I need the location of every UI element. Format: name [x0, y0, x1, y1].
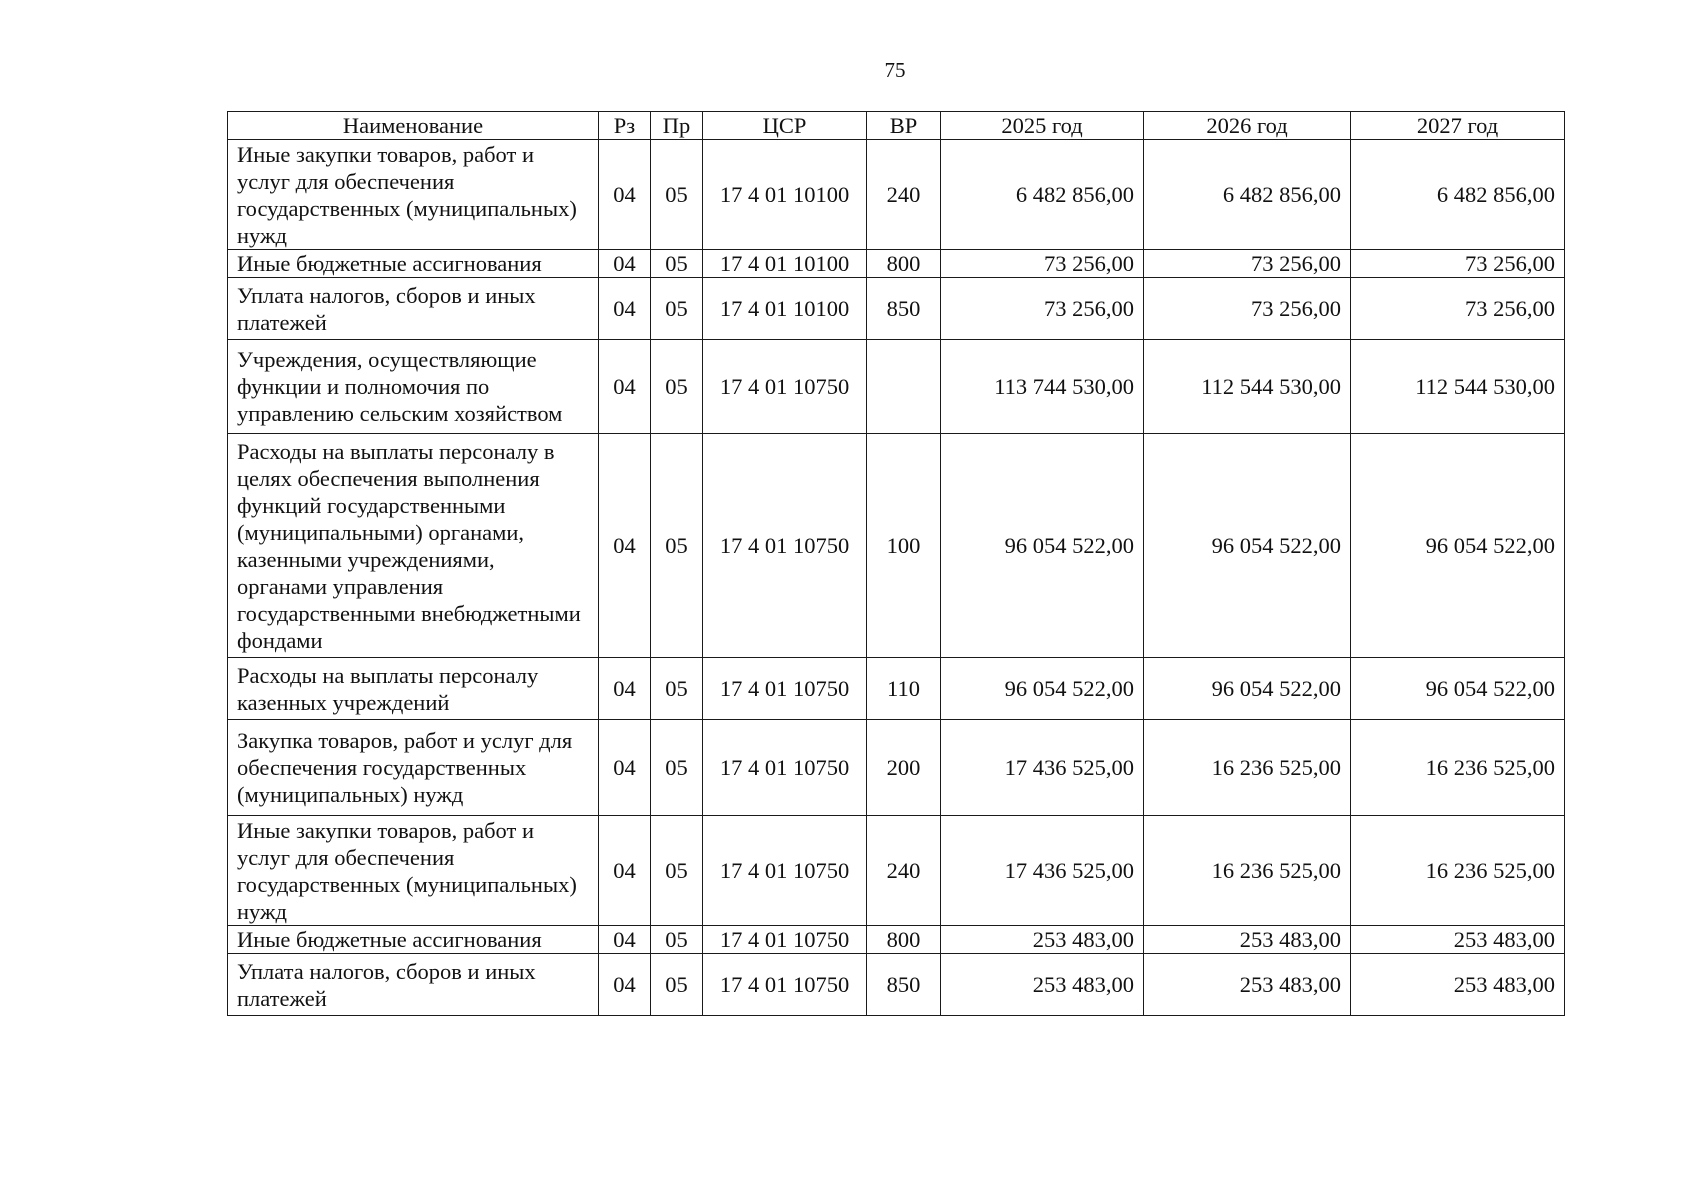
header-2026: 2026 год — [1144, 112, 1351, 140]
row-vr: 850 — [867, 278, 941, 340]
row-vr: 800 — [867, 926, 941, 954]
row-rz: 04 — [599, 926, 651, 954]
header-csr: ЦСР — [703, 112, 867, 140]
header-2025: 2025 год — [941, 112, 1144, 140]
row-name: Уплата налогов, сборов и иных платежей — [228, 954, 599, 1016]
row-rz: 04 — [599, 658, 651, 720]
row-2026: 16 236 525,00 — [1144, 816, 1351, 926]
row-2026: 253 483,00 — [1144, 954, 1351, 1016]
row-rz: 04 — [599, 434, 651, 658]
row-2026: 253 483,00 — [1144, 926, 1351, 954]
row-2025: 6 482 856,00 — [941, 140, 1144, 250]
page-number: 75 — [884, 58, 906, 82]
row-name: Иные бюджетные ассигнования — [228, 926, 599, 954]
row-2027: 253 483,00 — [1351, 954, 1565, 1016]
row-vr: 800 — [867, 250, 941, 278]
row-name: Расходы на выплаты персоналу казенных учреждений — [228, 658, 599, 720]
table-header-row — [228, 112, 1565, 140]
table-row — [228, 140, 1565, 250]
row-2027: 6 482 856,00 — [1351, 140, 1565, 250]
row-pr: 05 — [651, 278, 703, 340]
row-vr: 240 — [867, 140, 941, 250]
header-pr: Пр — [651, 112, 703, 140]
row-2026: 73 256,00 — [1144, 250, 1351, 278]
row-name: Закупка товаров, работ и услуг для обеспечения государственных (муниципальных) нужд — [228, 720, 599, 816]
row-csr: 17 4 01 10750 — [703, 658, 867, 720]
table-row — [228, 954, 1565, 1016]
row-2027: 16 236 525,00 — [1351, 720, 1565, 816]
budget-table — [227, 111, 1565, 1016]
row-2025: 96 054 522,00 — [941, 434, 1144, 658]
row-csr: 17 4 01 10750 — [703, 434, 867, 658]
row-pr: 05 — [651, 954, 703, 1016]
header-2027: 2027 год — [1351, 112, 1565, 140]
header-name: Наименование — [228, 112, 599, 140]
row-name: Уплата налогов, сборов и иных платежей — [228, 278, 599, 340]
row-vr: 100 — [867, 434, 941, 658]
row-2026: 73 256,00 — [1144, 278, 1351, 340]
row-csr: 17 4 01 10100 — [703, 250, 867, 278]
row-pr: 05 — [651, 434, 703, 658]
row-csr: 17 4 01 10100 — [703, 278, 867, 340]
row-2026: 16 236 525,00 — [1144, 720, 1351, 816]
row-csr: 17 4 01 10750 — [703, 954, 867, 1016]
row-2026: 112 544 530,00 — [1144, 340, 1351, 434]
row-2025: 113 744 530,00 — [941, 340, 1144, 434]
table-row — [228, 658, 1565, 720]
row-csr: 17 4 01 10750 — [703, 816, 867, 926]
row-2025: 17 436 525,00 — [941, 816, 1144, 926]
row-2025: 253 483,00 — [941, 954, 1144, 1016]
row-pr: 05 — [651, 340, 703, 434]
row-vr: 240 — [867, 816, 941, 926]
row-vr — [867, 340, 941, 434]
row-pr: 05 — [651, 926, 703, 954]
row-pr: 05 — [651, 816, 703, 926]
header-vr: ВР — [867, 112, 941, 140]
row-2025: 96 054 522,00 — [941, 658, 1144, 720]
row-pr: 05 — [651, 658, 703, 720]
table-row — [228, 926, 1565, 954]
row-rz: 04 — [599, 250, 651, 278]
row-pr: 05 — [651, 720, 703, 816]
row-rz: 04 — [599, 278, 651, 340]
row-name: Учреждения, осуществляющие функции и полномочия по управлению сельским хозяйством — [228, 340, 599, 434]
row-2025: 73 256,00 — [941, 278, 1144, 340]
row-vr: 110 — [867, 658, 941, 720]
row-name: Иные закупки товаров, работ и услуг для обеспечения государственных (муниципальных) нужд — [228, 140, 599, 250]
row-2027: 73 256,00 — [1351, 278, 1565, 340]
row-name: Иные бюджетные ассигнования — [228, 250, 599, 278]
row-csr: 17 4 01 10750 — [703, 720, 867, 816]
row-2027: 96 054 522,00 — [1351, 434, 1565, 658]
row-csr: 17 4 01 10750 — [703, 340, 867, 434]
row-csr: 17 4 01 10100 — [703, 140, 867, 250]
row-2027: 73 256,00 — [1351, 250, 1565, 278]
table-row — [228, 816, 1565, 926]
row-2026: 96 054 522,00 — [1144, 434, 1351, 658]
row-2026: 6 482 856,00 — [1144, 140, 1351, 250]
row-2026: 96 054 522,00 — [1144, 658, 1351, 720]
row-rz: 04 — [599, 954, 651, 1016]
row-2027: 112 544 530,00 — [1351, 340, 1565, 434]
row-name: Иные закупки товаров, работ и услуг для обеспечения государственных (муниципальных) нужд — [228, 816, 599, 926]
table-row — [228, 278, 1565, 340]
row-csr: 17 4 01 10750 — [703, 926, 867, 954]
row-vr: 200 — [867, 720, 941, 816]
header-rz: Рз — [599, 112, 651, 140]
table-row — [228, 434, 1565, 658]
row-rz: 04 — [599, 720, 651, 816]
row-pr: 05 — [651, 140, 703, 250]
row-2027: 96 054 522,00 — [1351, 658, 1565, 720]
row-rz: 04 — [599, 816, 651, 926]
row-vr: 850 — [867, 954, 941, 1016]
row-rz: 04 — [599, 140, 651, 250]
row-pr: 05 — [651, 250, 703, 278]
row-2025: 253 483,00 — [941, 926, 1144, 954]
row-rz: 04 — [599, 340, 651, 434]
table-row — [228, 340, 1565, 434]
table-row — [228, 720, 1565, 816]
row-2025: 17 436 525,00 — [941, 720, 1144, 816]
row-2025: 73 256,00 — [941, 250, 1144, 278]
row-name: Расходы на выплаты персоналу в целях обеспечения выполнения функций государственными (муниципальными) органами, казенными учреждениями, органами управления государственными внебюджетными фондами — [228, 434, 599, 658]
row-2027: 253 483,00 — [1351, 926, 1565, 954]
row-2027: 16 236 525,00 — [1351, 816, 1565, 926]
table-row — [228, 250, 1565, 278]
